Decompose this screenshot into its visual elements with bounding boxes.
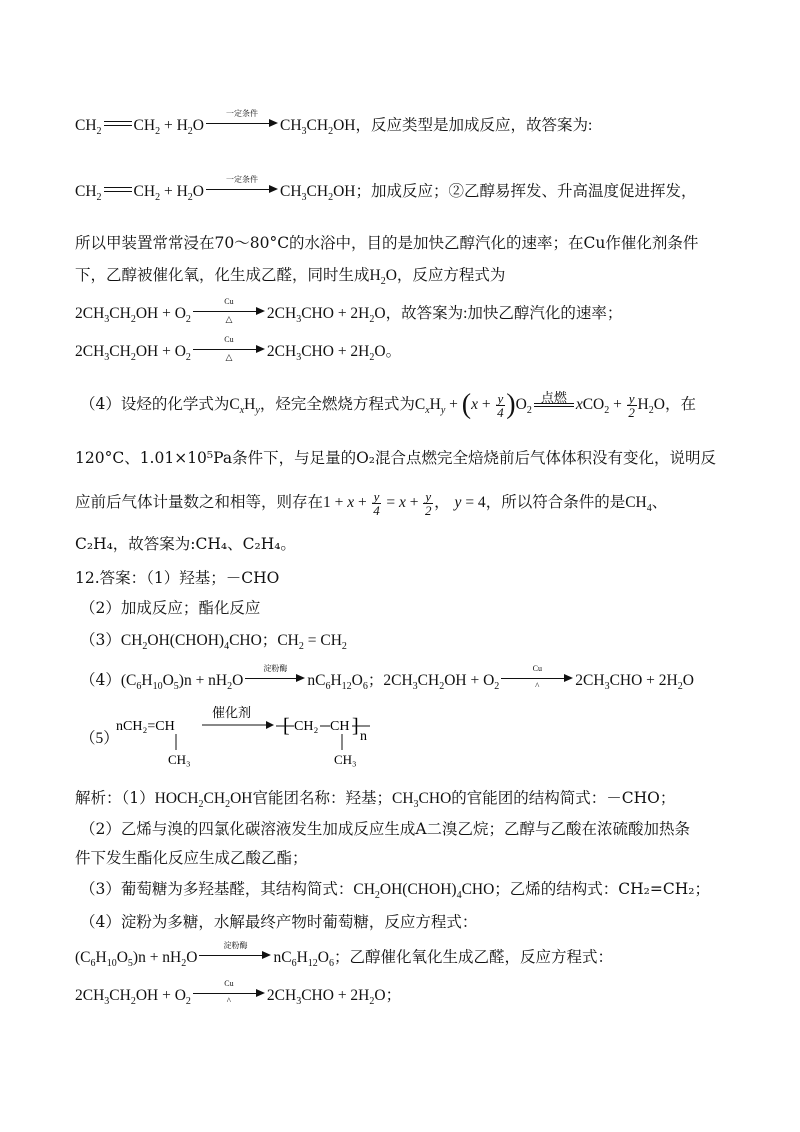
equation-line-1: $CH_2$ $CH_2 + H_2O$ 一定条件 $CH_3CH_2OH$，反应类型是加成反应，故答案为: bbox=[75, 109, 593, 138]
text-line-10: C₂H₄，故答案为:CH₄、C₂H₄。 bbox=[75, 535, 296, 553]
analysis-2-cont: 件下发生酯化反应生成乙酸乙酯； bbox=[75, 849, 308, 867]
svg-text:CH₃: CH₃ bbox=[334, 752, 357, 767]
svg-text:[: [ bbox=[283, 715, 290, 737]
reaction-arrow: 一定条件 bbox=[206, 112, 278, 134]
text-line-8: 120°C、1.01×10⁵Pa条件下，与足量的O₂混合点燃完全焙烧前后气体体积没有变化，说明反 bbox=[75, 449, 717, 467]
answer-heading: 12.答案：（1）羟基；－CHO bbox=[75, 569, 280, 587]
svg-text:n: n bbox=[360, 729, 367, 744]
text-line-9: 应前后气体计量数之和相等，则存在1 + x + $\frac{y}{4}$ = x + $\frac{y}{2}$ ， y = 4，所以符合条件的是$CH_4$、 bbox=[75, 489, 668, 518]
answer-3: $(3)CH_2OH(CHOH)_4CHO$；$CH_2 = CH_2$ bbox=[80, 631, 347, 653]
svg-text:]: ] bbox=[352, 715, 359, 737]
analysis-1: 解析：$(1)HOCH_2CH_2OH$官能团名称：羟基；$CH_3CHO$的官能团的结构简式：－CHO； bbox=[75, 789, 676, 811]
polymer-diagram bbox=[80, 700, 500, 780]
svg-text:CH: CH bbox=[330, 719, 350, 734]
text-line-7: （4）设烃的化学式为$C_xH_y$，烃完全燃烧方程式为$C_xH_y + (x$ + $\frac{y}{4}$ )$O_2$ 点燃 xCO$_2$ + $\frac{y}{2}$ $H_2O$，在 bbox=[80, 389, 696, 420]
text-line-4: 下，乙醇被催化氧，化生成乙醛，同时生成$H_2O$，反应方程式为 bbox=[75, 266, 506, 288]
svg-text:CH₃: CH₃ bbox=[168, 752, 191, 767]
equation-line-6: $2CH_3CH_2OH + O_2$ Cu △ $2CH_3CHO + 2H_2O$。 bbox=[75, 335, 402, 364]
answer-4: $(4)(C_6H_{10}O_5)n + nH_2O$ 淀粉酶 $nC_6H_{12}O_6$；$2CH_3CH_2OH + O_2$ Cu ^ $2CH_3CHO + 2H_2O$ bbox=[80, 664, 694, 693]
reaction-arrow: 淀粉酶 bbox=[245, 667, 305, 689]
reaction-arrow: 一定条件 bbox=[206, 178, 278, 200]
svg-text:CH₂: CH₂ bbox=[294, 719, 319, 734]
analysis-4: （4）淀粉为多糖，水解最终产物时葡萄糖，反应方程式： bbox=[80, 913, 478, 931]
svg-text:催化剂: 催化剂 bbox=[212, 706, 252, 721]
ignite-sign: 点燃 bbox=[534, 390, 574, 412]
equation-line-22: $2CH_3CH_2OH + O_2$ Cu ^ $2CH_3CHO + 2H_2O$； bbox=[75, 979, 402, 1008]
polymerization-equation: （5） nCH₂=CH CH₃ 催化剂 [ CH₂ CH CH₃ ] n bbox=[80, 700, 500, 780]
analysis-2: （2）乙烯与溴的四氯化碳溶液发生加成反应生成A二溴乙烷；乙醇与乙酸在浓硫酸加热条 bbox=[80, 820, 691, 838]
reaction-arrow: Cu ^ bbox=[193, 982, 265, 1004]
answer-2: （2）加成反应；酯化反应 bbox=[80, 599, 261, 617]
reaction-arrow: 淀粉酶 bbox=[199, 944, 271, 966]
analysis-3: （3）葡萄糖为多羟基醛，其结构简式：$CH_2OH(CHOH)_4CHO$；乙烯的结构式：CH₂=CH₂； bbox=[80, 880, 710, 902]
svg-text:nCH₂=CH: nCH₂=CH bbox=[116, 719, 175, 734]
equation-line-21: $(C_6H_{10}O_5)n + nH_2O$ 淀粉酶 $nC_6H_{12}O_6$；乙醇催化氧化生成乙醛，反应方程式： bbox=[75, 941, 613, 970]
equation-line-2: $CH_2$ $CH_2 + H_2O$ 一定条件 $CH_3CH_2OH$；加成反应；②乙醇易挥发、升高温度促进挥发， bbox=[75, 175, 697, 204]
reaction-arrow: Cu △ bbox=[193, 338, 265, 360]
reaction-arrow: Cu △ bbox=[193, 300, 265, 322]
reaction-arrow: Cu ^ bbox=[501, 667, 573, 689]
text-line-3: 所以甲装置常常浸在70～80°C的水浴中，目的是加快乙醇汽化的速率；在Cu作催化剂条件 bbox=[75, 234, 699, 252]
equation-line-5: $2CH_3CH_2OH + O_2$ Cu △ $2CH_3CHO + 2H_2O$，故答案为:加快乙醇汽化的速率； bbox=[75, 297, 623, 326]
